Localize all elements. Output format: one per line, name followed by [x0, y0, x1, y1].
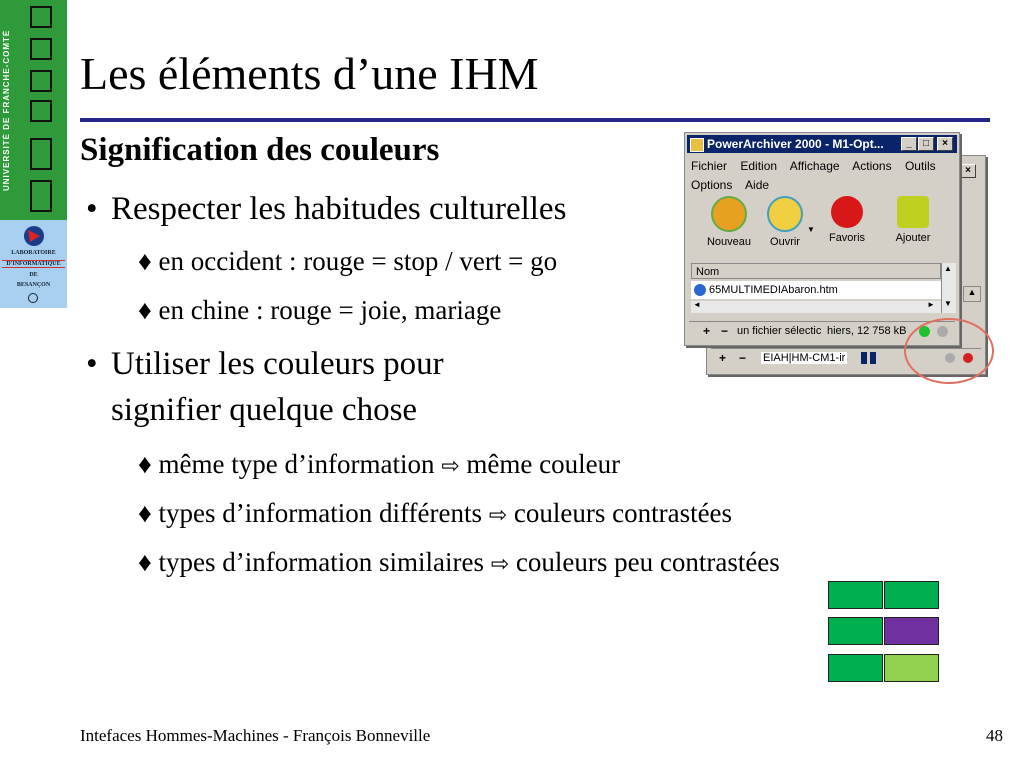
ie-file-icon — [694, 284, 706, 296]
app-icon — [690, 138, 704, 152]
sub-bullet-2a-right: même couleur — [466, 449, 621, 479]
progress-block — [870, 352, 876, 364]
close-icon: × — [960, 164, 976, 178]
bullet-1 — [86, 190, 567, 228]
section-heading: Signification des couleurs — [80, 132, 440, 168]
tool-nouveau[interactable] — [701, 196, 757, 248]
bullet-2 — [86, 345, 444, 428]
vertical-scrollbar[interactable] — [941, 263, 956, 313]
arrow-icon: ⇨ — [488, 503, 508, 528]
sub-bullet-2b-left: types d’information différents — [158, 498, 482, 528]
diamond-glyph: ♦ — [138, 295, 152, 325]
lab-emblem-icon — [22, 224, 46, 248]
menu-options[interactable]: Options — [691, 178, 733, 192]
lab-line-4: BESANÇON — [16, 282, 51, 288]
sub-bullet-2a-left: même type d’information — [158, 449, 435, 479]
bullet-2-line-2: signifier quelque chose — [111, 392, 418, 428]
lab-line-3: DE — [29, 272, 38, 278]
sub-bullet-2b-right: couleurs contrastées — [513, 498, 733, 528]
scroll-down-icon[interactable]: ▼ — [944, 299, 952, 308]
file-row[interactable] — [691, 281, 941, 299]
status-minus-icon[interactable]: − — [721, 324, 729, 338]
status-text: un fichier sélectic — [737, 325, 822, 337]
powerarchiver-window — [684, 132, 960, 346]
sub-bullet-2c-left: types d’information similaires — [158, 547, 484, 577]
window-title: PowerArchiver 2000 - M1-Opt... — [707, 137, 884, 151]
university-banner — [0, 0, 67, 220]
bullet-glyph: • — [86, 191, 98, 227]
sub-bullet-2c-right: couleurs peu contrastées — [515, 547, 780, 577]
bullet-2-line-1: Utiliser les couleurs pour — [111, 346, 444, 382]
swatch-2-left — [828, 617, 883, 645]
close-icon[interactable]: × — [937, 137, 953, 151]
column-icon — [30, 138, 52, 170]
sub-bullet-1a-text: en occident : rouge = stop / vert = go — [158, 246, 558, 276]
sub-bullet-2b — [138, 497, 732, 532]
zigzag-icon — [30, 100, 52, 122]
menu-bar-row-1 — [691, 159, 946, 173]
back-status-text: EIAH|HM-CM1-ir — [763, 352, 846, 364]
sub-bullet-1b-text: en chine : rouge = joie, mariage — [158, 295, 502, 325]
menu-bar-row-2 — [691, 178, 779, 192]
lab-ring-icon — [28, 293, 38, 303]
menu-affichage[interactable]: Affichage — [789, 159, 840, 173]
scroll-up-icon: ▲ — [963, 286, 981, 302]
swatch-1-left — [828, 581, 883, 609]
horizontal-scrollbar[interactable] — [691, 301, 941, 313]
status-plus-icon[interactable]: + — [703, 324, 711, 338]
bullet-glyph: • — [86, 346, 98, 382]
footer-author: Intefaces Hommes-Machines - François Bonneville — [80, 726, 431, 745]
new-archive-icon — [711, 196, 747, 232]
menu-edition[interactable]: Edition — [740, 159, 778, 173]
menu-outils[interactable]: Outils — [904, 159, 936, 173]
page-number: 48 — [986, 726, 1003, 745]
open-archive-icon — [767, 196, 803, 232]
swatch-2-right — [884, 617, 939, 645]
scroll-right-icon[interactable]: ► — [927, 300, 935, 309]
lab-line-2: D'INFORMATIQUE — [2, 260, 65, 268]
pen-icon — [30, 38, 52, 60]
sub-bullet-1b — [138, 294, 501, 326]
tool-ajouter-label: Ajouter — [895, 232, 931, 244]
progress-block — [861, 352, 867, 364]
minimize-icon[interactable]: _ — [901, 137, 917, 151]
status-plus-icon: + — [719, 351, 727, 365]
diamond-glyph: ♦ — [138, 449, 152, 479]
lab-logo — [0, 220, 67, 308]
square-icon — [30, 70, 52, 92]
arrow-icon: ⇨ — [441, 454, 460, 479]
lab-line-1: LABORATOIRE — [11, 250, 56, 256]
sub-bullet-2a — [138, 448, 620, 483]
title-rule — [80, 118, 990, 122]
menu-aide[interactable]: Aide — [745, 178, 770, 192]
maximize-icon[interactable]: □ — [918, 137, 934, 151]
status-minus-icon: − — [739, 351, 747, 365]
add-files-icon — [897, 196, 929, 228]
column-header-nom[interactable]: Nom — [691, 263, 941, 279]
bullet-1-text: Respecter les habitudes culturelles — [111, 191, 567, 227]
tool-favoris[interactable] — [819, 196, 875, 244]
arrow-icon: ⇨ — [490, 552, 510, 577]
swatch-3-right — [884, 654, 939, 682]
figure-icon — [30, 180, 52, 212]
swatch-3-left — [828, 654, 883, 682]
diamond-glyph: ♦ — [138, 547, 152, 577]
diamond-glyph: ♦ — [138, 498, 152, 528]
tool-ouvrir[interactable] — [757, 196, 813, 248]
menu-actions[interactable]: Actions — [852, 159, 892, 173]
scroll-up-icon[interactable]: ▲ — [944, 264, 952, 273]
highlight-circle — [904, 318, 994, 384]
swatch-1-right — [884, 581, 939, 609]
menu-fichier[interactable]: Fichier — [691, 159, 728, 173]
sub-bullet-1a — [138, 245, 557, 277]
dropdown-arrow-icon[interactable]: ▼ — [807, 225, 815, 234]
tool-ouvrir-label: Ouvrir — [770, 236, 800, 248]
tool-nouveau-label: Nouveau — [706, 236, 752, 248]
status-size: hiers, 12 758 kB — [827, 325, 907, 337]
favorites-icon — [831, 196, 863, 228]
tool-favoris-label: Favoris — [828, 232, 866, 244]
diamond-glyph: ♦ — [138, 246, 152, 276]
tool-ajouter[interactable] — [885, 196, 941, 244]
slide-title: Les éléments d’une IHM — [80, 48, 539, 99]
file-name: 65MULTIMEDIAbaron.htm — [709, 284, 838, 296]
university-name: UNIVERSITÉ DE FRANCHE-COMTÉ — [2, 29, 11, 191]
sub-bullet-2c — [138, 546, 780, 581]
scroll-left-icon[interactable]: ◄ — [693, 300, 701, 309]
spiral-icon — [30, 6, 52, 28]
